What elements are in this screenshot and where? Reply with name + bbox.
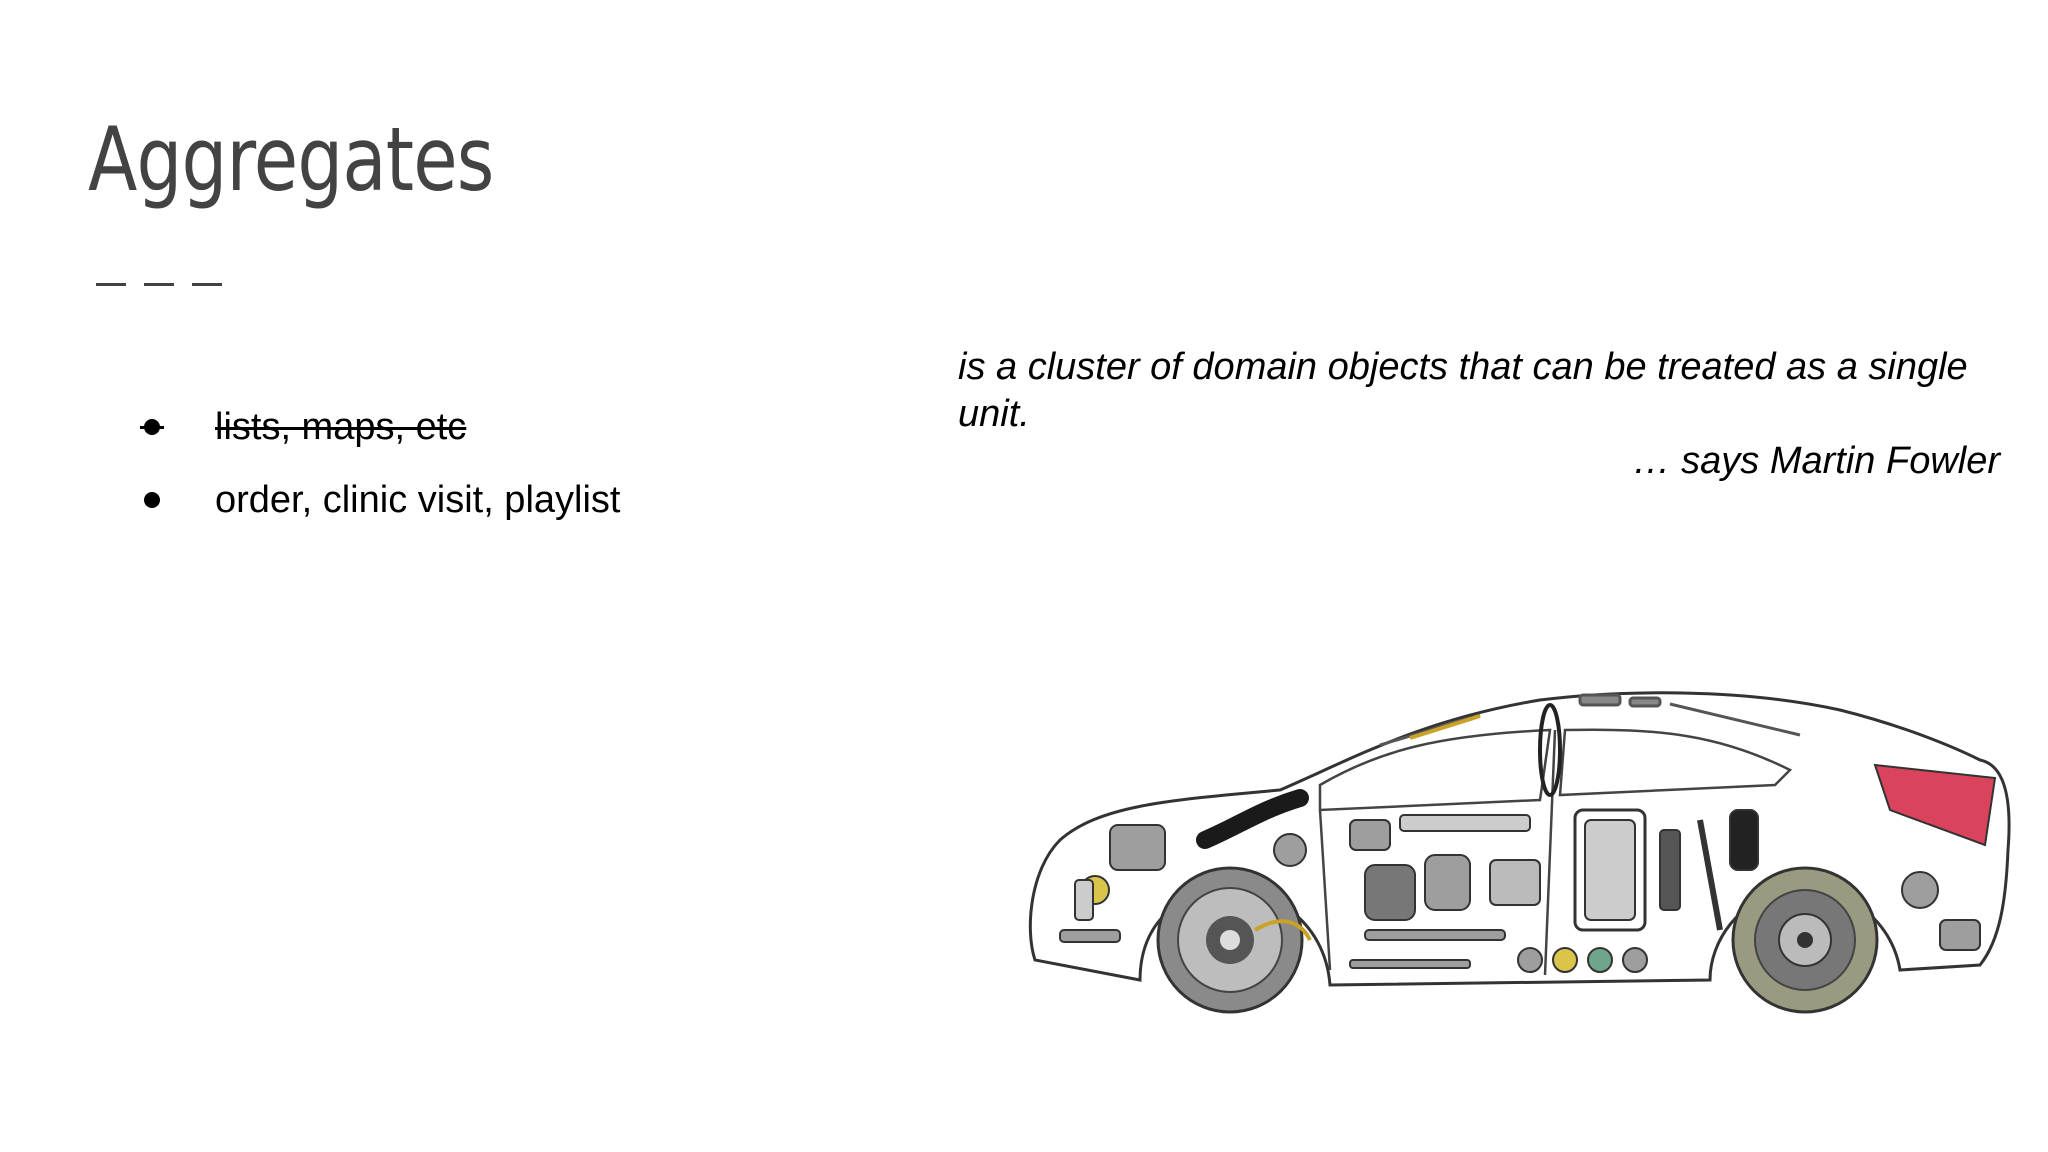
quote-text: is a cluster of domain objects that can be treated as a single unit. — [958, 346, 1968, 435]
bullet-dot-icon — [144, 492, 160, 508]
car-parts-cutaway-icon — [1020, 690, 2020, 1020]
bullet-dot-icon — [144, 419, 160, 435]
bullet-text: lists, maps, etc — [215, 406, 467, 448]
bullet-item — [140, 478, 620, 522]
bullet-item-struck — [140, 405, 620, 449]
bullet-text: order, clinic visit, playlist — [215, 479, 621, 521]
title-divider — [96, 283, 222, 286]
quote-attribution: … says Martin Fowler — [1632, 440, 2000, 482]
slide-title: Aggregates — [88, 108, 494, 211]
bullet-list — [140, 405, 620, 551]
rear-wheel-icon — [1733, 868, 1877, 1012]
